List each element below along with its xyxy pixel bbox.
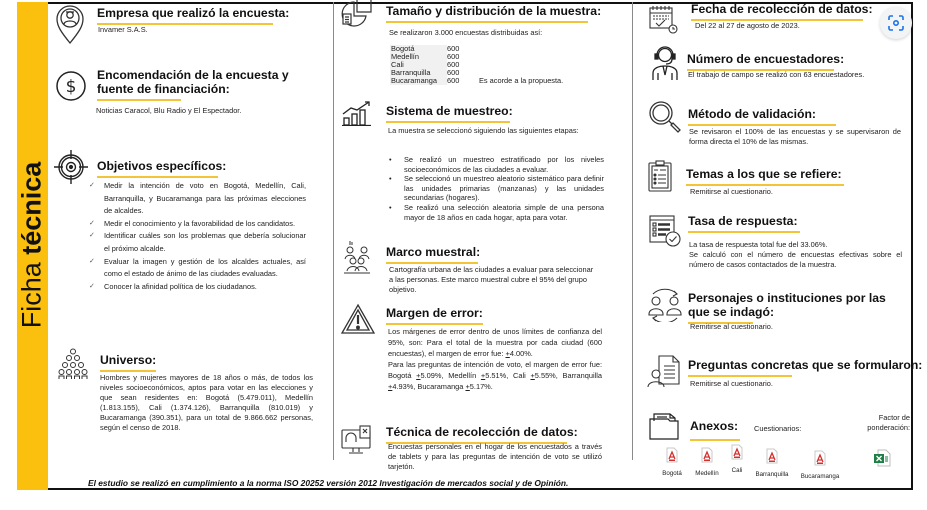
section-title: Fecha de recolección de datos: [691, 2, 873, 16]
section-title: Método de validación: [688, 107, 816, 121]
plus-minus-sign: + [480, 371, 486, 380]
warning-triangle-icon [340, 303, 376, 335]
marco-text: Cartografía urbana de las ciudades a evaluar para seleccionar a las personas. Este marco muestral cubre el 95% del grupo objetivo. [389, 265, 594, 294]
sistema-item: • Se seleccionó un muestreo aleatorio sistemático para definir las unidades primarias (manzanas) y las unidades secundarias (hogares). [385, 174, 604, 203]
file-label: Medellín [695, 470, 719, 477]
plus-minus-sign: + [416, 371, 421, 380]
column-divider-2 [632, 2, 633, 460]
encomendacion-text: Noticias Caracol, Blu Radio y El Espectador. [96, 106, 242, 115]
side-title-light: Ficha [16, 254, 47, 329]
section-title: Marco muestral: [386, 245, 481, 259]
section-title: Preguntas concretas que se formularon: [688, 358, 923, 372]
count-cell: 600 [447, 60, 460, 69]
title-underline [688, 124, 836, 126]
pdf-file-medellin[interactable] [690, 447, 724, 477]
objetivo-item: ✓ Medir el conocimiento y la favorabilidad de los candidatos. [87, 218, 306, 231]
section-title: Tasa de respuesta: [688, 214, 798, 228]
temas-text: Remitirse al cuestionario. [690, 187, 773, 196]
group-meeting-icon [343, 240, 371, 274]
pdf-file-icon [814, 450, 826, 466]
bar-growth-chart-icon [341, 100, 373, 126]
section-fecha [691, 2, 901, 21]
side-title [17, 162, 48, 329]
factor-ponderacion-label: Factor de ponderación: [867, 413, 910, 432]
people-pyramid-icon [57, 348, 89, 380]
margen-text [388, 326, 602, 392]
margen-paragraph-1 [388, 326, 602, 359]
people-exchange-icon [645, 288, 685, 322]
pdf-file-icon [731, 444, 743, 460]
section-objetivos [97, 159, 312, 178]
google-lens-icon [888, 15, 904, 31]
section-title: Anexos: [690, 419, 739, 433]
title-underline [690, 439, 740, 441]
cuestionarios-label: Cuestionarios: [754, 424, 802, 433]
text-span: 5.09%, Medellín [420, 371, 481, 380]
tamano-note: Es acorde a la propuesta. [479, 76, 564, 85]
section-validacion [688, 107, 903, 126]
title-underline [386, 262, 478, 264]
objetivo-item: ✓ Medir la intención de voto en Bogotá, Medellín, Cali, Barranquilla, y Bucaramanga para las próximas elecciones de alcaldes. [87, 180, 306, 218]
file-label: Cali [731, 467, 743, 474]
distribution-table [390, 45, 563, 85]
checklist-approve-icon [648, 214, 682, 248]
tamano-intro: Se realizaron 3.000 encuestas distribuidas así: [389, 28, 543, 37]
section-margen [386, 306, 606, 325]
city-cell: Bogotá [390, 45, 447, 53]
section-marco [386, 245, 606, 264]
city-cell: Bucaramanga [390, 77, 447, 85]
plus-minus-sign: + [505, 349, 510, 358]
section-encomendacion [97, 68, 319, 101]
title-underline [97, 176, 218, 178]
section-title: Margen de error: [386, 306, 483, 320]
text-span: 4.00%. [509, 349, 533, 358]
excel-file-icon [873, 449, 891, 467]
empresa-text: Invamer S.A.S. [98, 25, 148, 34]
section-title: Número de encuestadores: [687, 52, 845, 66]
pdf-file-icon [701, 447, 713, 463]
section-title: Tamaño y distribución de la muestra: [386, 4, 602, 18]
encuestadores-text: El trabajo de campo se realizó con 63 encuestadores. [688, 70, 865, 79]
title-underline [386, 121, 510, 123]
section-empresa [97, 6, 312, 25]
title-underline [386, 21, 588, 23]
target-crosshair-icon [53, 149, 89, 185]
objetivo-item: ✓ Evaluar la imagen y gestión de los alcaldes actuales, así como el estado de ánimo de las ciudades evaluadas. [87, 256, 306, 281]
magnifier-icon [648, 100, 682, 134]
clipboard-list-icon [648, 160, 672, 192]
text-span: 4.93%, Bucaramanga [392, 382, 466, 391]
margen-paragraph-2 [388, 359, 602, 392]
section-personajes [688, 291, 903, 324]
section-anexos [690, 419, 750, 441]
pdf-file-cali[interactable] [727, 444, 747, 474]
validacion-text: Se revisaron el 100% de las encuestas y se supervisaron de forma directa el 10% de las mismas. [689, 127, 901, 146]
fecha-text: Del 22 al 27 de agosto de 2023. [695, 21, 800, 30]
person-location-pin-icon [55, 4, 85, 44]
google-lens-button[interactable] [880, 7, 912, 39]
title-underline [386, 323, 483, 325]
objetivo-item: ✓ Conocer la afinidad política de los ciudadanos. [87, 281, 306, 294]
excel-file-ponderacion[interactable] [872, 449, 892, 472]
pdf-file-bogota[interactable] [658, 447, 686, 477]
section-tamano [386, 4, 626, 23]
svg-text:$: $ [65, 77, 77, 97]
pdf-file-icon [666, 447, 678, 463]
pdf-file-barranquilla[interactable] [752, 448, 792, 478]
table-row [390, 53, 563, 61]
tecnica-text: Encuestas personales en el hogar de los encuestados a través de tablets y para las preguntas de intención de voto se utilizó tarjetón. [388, 442, 602, 471]
title-underline [688, 231, 800, 233]
plus-minus-sign: + [530, 371, 535, 380]
section-universo [100, 353, 315, 372]
text-span: 5.51%, Cali [485, 371, 531, 380]
tasa-text-2: Se calculó con el número de encuestas efectivas sobre el número de casos contactados de la muestra. [689, 250, 902, 269]
section-title: Encomendación de la encuesta y fuente de financiación: [97, 68, 289, 96]
text-span: 5.17%. [469, 382, 493, 391]
person-document-icon [647, 354, 681, 388]
file-label: Bogotá [662, 470, 682, 477]
file-label: Barranquilla [755, 471, 789, 478]
objetivo-item: ✓ Identificar cuáles son los problemas que debería solucionar el próximo alcalde. [87, 230, 306, 255]
section-temas [686, 167, 901, 186]
side-title-bold: técnica [16, 161, 47, 255]
section-title: Universo: [100, 353, 157, 367]
plus-minus-sign: + [388, 382, 393, 391]
sistema-intro: La muestra se seleccionó siguiendo las siguientes etapas: [388, 126, 579, 135]
section-sistema [386, 104, 626, 123]
objetivos-list [87, 180, 306, 293]
text-span: 5.55%, Barranquilla [534, 371, 602, 380]
text-span: Los márgenes de error dentro de unos límites de confianza del 95%, son: Para el total de la muestra por cada ciudad (600 encuestas), el margen de error fue: [388, 327, 602, 358]
file-label: Bucaramanga [800, 473, 840, 480]
text-span: Para las preguntas de intención de voto, el margen de error fue: Bogotá [388, 360, 602, 380]
section-tasa [688, 214, 903, 233]
title-underline [100, 370, 156, 372]
footer-note: El estudio se realizó en cumplimiento a la norma ISO 20252 versión 2012 Investigación de mercados social y de Opinión. [88, 478, 569, 488]
dollar-circle-icon [55, 70, 87, 102]
headset-agent-icon [651, 45, 679, 81]
count-cell: 600 [447, 68, 460, 77]
document-pie-chart-icon [340, 0, 376, 30]
section-title: Sistema de muestreo: [386, 104, 513, 118]
pdf-file-icon [766, 448, 778, 464]
universo-text: Hombres y mujeres mayores de 18 años o más, de todos los niveles socioeconómicos, aptos para votar en las elecciones y que sean residentes en: Bogotá (5.479.011), Medellín (1.813.155), Cali (1.374.126), Barranquilla (810.019) y Bucaramanga (390.351), para un total de 9.866.662 personas, según el censo de 2018. [100, 373, 313, 432]
section-title: Personajes o instituciones por las que se indagó: [688, 291, 886, 319]
preguntas-text: Remitirse al cuestionario. [690, 379, 773, 388]
tasa-text-1: La tasa de respuesta total fue del 33.06%. [689, 240, 828, 249]
count-cell: 600 [447, 52, 460, 61]
folder-open-icon [648, 411, 680, 441]
city-cell: Cali [390, 61, 447, 69]
tasa-text [689, 240, 902, 270]
personajes-text: Remitirse al cuestionario. [690, 322, 773, 331]
sistema-item: • Se realizó un muestreo estratificado por los niveles socioeconómicos de las ciudades a evaluar. [385, 155, 604, 174]
title-underline [97, 99, 181, 101]
section-preguntas [688, 358, 923, 377]
table-row [390, 77, 563, 85]
count-cell: 600 [447, 76, 460, 85]
sistema-list [385, 155, 604, 222]
plus-minus-sign: + [465, 382, 470, 391]
sistema-item: • Se realizó una selección aleatoria simple de una persona mayor de 18 años en cada hogar, apta para votar. [385, 203, 604, 222]
column-divider-1 [333, 2, 334, 460]
title-underline [688, 375, 792, 377]
calendar-check-icon [648, 4, 678, 34]
section-title: Técnica de recolección de datos: [386, 425, 578, 439]
computer-headset-tablet-icon [340, 424, 374, 456]
section-title: Objetivos específicos: [97, 159, 227, 173]
count-cell: 600 [447, 44, 460, 53]
city-cell: Barranquilla [390, 69, 447, 77]
section-title: Temas a los que se refiere: [686, 167, 842, 181]
section-title: Empresa que realizó la encuesta: [97, 6, 290, 20]
pdf-file-bucaramanga[interactable] [797, 450, 843, 480]
city-cell: Medellín [390, 53, 447, 61]
